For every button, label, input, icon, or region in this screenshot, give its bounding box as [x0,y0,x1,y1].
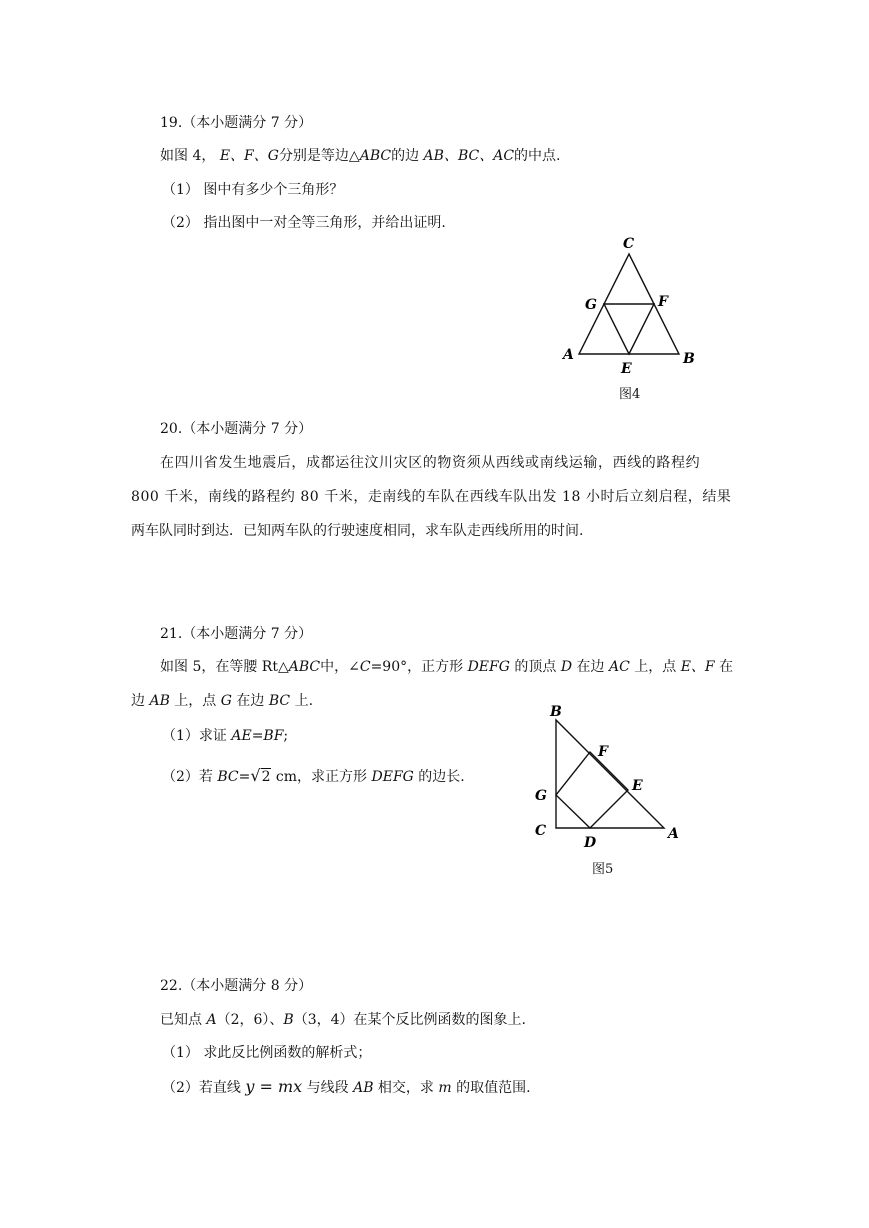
label-f: F [598,744,608,760]
q19-stem [160,146,560,166]
label-a: A [668,826,679,842]
q21-l1m: 在 [714,659,734,675]
q21-l1b: ABC [288,659,321,675]
q21-l1h: D [560,659,573,675]
q21-l1j: AC [608,659,630,675]
label-c: C [623,236,635,252]
q21-p2c: = [238,769,251,785]
q22-header: 22.（本小题满分 8 分） [160,978,313,994]
q21-l2g: 上. [290,693,314,709]
q21-part2 [162,766,465,787]
q22-equation: y = mx [245,1077,303,1096]
q22-l1b: A [206,1012,217,1028]
q22-part2 [162,1077,531,1098]
label-c: C [535,823,547,839]
q21-p2d: cm，求正方形 [271,769,372,785]
q22-p2d: 相交，求 [373,1080,439,1096]
radical-sign: √ [250,766,261,785]
q21-header: 21.（本小题满分 7 分） [160,626,313,642]
q20-line2: 800 千米，南线的路程约 80 千米，走南线的车队在西线车队出发 18 小时后立刻启程，结果 [131,489,732,505]
q21-l2c: 上，点 [169,693,221,709]
q21-line2 [131,691,313,711]
q21-l1k: 上，点 [629,659,681,675]
q22-p2b: 与线段 [302,1080,354,1096]
label-b: B [550,704,562,720]
square-defg [556,752,628,828]
q22-part1: （1） 求此反比例函数的解析式； [162,1045,372,1061]
q21-p2f: 的边长. [413,769,465,785]
q19-stem-vars: E、F、G [219,148,279,164]
label-f: F [658,294,668,310]
q21-line1 [160,657,733,677]
q21-l2b: AB [149,693,170,709]
q19-stem-c: 的边 [391,148,420,164]
q19-figure-triangle [555,232,705,377]
q19-stem-sides: AB、BC、AC [423,148,515,164]
label-d: D [584,835,597,850]
label-b: B [683,351,695,367]
q21-p2b: BC [217,769,239,785]
q22-l1d: B [283,1012,294,1028]
q21-p1b: AE=BF [231,728,284,744]
label-e: E [632,778,643,794]
q20-line3: 两车队同时到达．已知两车队的行驶速度相同，求车队走西线所用的时间. [131,523,584,539]
q19-header: 19.（本小题满分 7 分） [160,115,313,131]
q22-p2f: 的取值范围. [451,1080,531,1096]
q22-p2e: m [438,1080,452,1096]
q21-l1g: 的顶点 [509,659,561,675]
label-e: E [621,361,632,377]
q22-l1e: （3，4）在某个反比例函数的图象上. [293,1012,526,1028]
q21-l1e: =90°，正方形 [370,659,468,675]
sqrt-two [250,766,271,787]
label-g: G [585,297,597,313]
q21-p2e: DEFG [371,769,414,785]
q19-figure-caption: 图4 [619,387,641,402]
q21-l2e: 在边 [231,693,269,709]
q19-stem-a: 如图 4， [160,148,216,164]
q21-l1l: E、F [680,659,715,675]
q21-l2a: 边 [131,693,150,709]
q21-l2d: G [220,693,232,709]
q21-figure-caption: 图5 [592,862,614,877]
q21-l1c: 中，∠ [320,659,360,675]
q19-part2: （2） 指出图中一对全等三角形，并给出证明. [162,215,446,231]
label-a: A [563,347,574,363]
q21-p1c: ; [283,728,289,744]
q21-l1f: DEFG [467,659,510,675]
q19-stem-b: 分别是等边△ [278,148,360,164]
q22-l1c: （2，6）、 [216,1012,284,1028]
radicand: 2 [261,769,271,785]
q20-header: 20.（本小题满分 7 分） [160,421,313,437]
q21-l1i: 在边 [572,659,609,675]
label-g: G [535,788,547,804]
q22-l1a: 已知点 [160,1012,207,1028]
q22-line1 [160,1010,526,1030]
q22-p2a: （2）若直线 [162,1080,246,1096]
q19-part1: （1） 图中有多少个三角形？ [162,182,344,198]
q21-figure-right-triangle [528,700,693,850]
q21-l2f: BC [268,693,291,709]
q21-part1 [162,726,288,746]
q19-stem-d: 的中点. [514,148,561,164]
q19-stem-abc: ABC [359,148,392,164]
q22-p2c: AB [353,1080,374,1096]
q20-line1: 在四川省发生地震后，成都运往汶川灾区的物资须从西线或南线运输，西线的路程约 [160,455,701,471]
q21-p2a: （2）若 [162,769,218,785]
q21-l1d: C [359,659,371,675]
q21-l1a: 如图 5，在等腰 Rt△ [160,659,289,675]
q21-p1a: （1）求证 [162,728,232,744]
triangle-efg [604,304,654,354]
